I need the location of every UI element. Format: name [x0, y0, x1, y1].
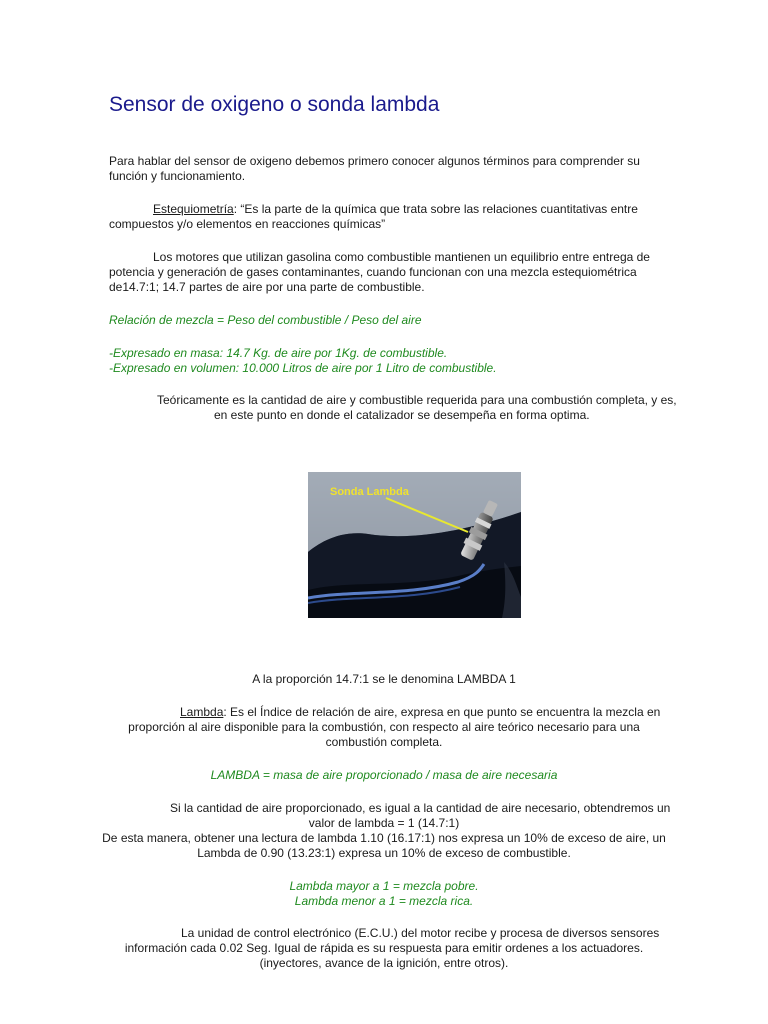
estequiometria-term: Estequiometría	[153, 202, 234, 216]
intro-line-1: Para hablar del sensor de oxigeno debemos primero conocer algunos términos para comprender su	[109, 154, 640, 168]
estequiometria-line-1	[153, 202, 638, 217]
teorica-line-1: Teóricamente es la cantidad de aire y combustible requerida para una combustión completa, y es,	[157, 393, 677, 407]
expresado-masa: -Expresado en masa: 14.7 Kg. de aire por 1Kg. de combustible.	[109, 346, 448, 360]
page-title: Sensor de oxigeno o sonda lambda	[109, 93, 440, 116]
sonda-lambda-illustration	[308, 472, 521, 618]
motores-line-1: Los motores que utilizan gasolina como combustible mantienen un equilibrio entre entrega de	[153, 250, 650, 264]
teorica-line-2: en este punto en donde el catalizador se desempeña en forma optima.	[214, 408, 590, 422]
relacion-mezcla-formula: Relación de mezcla = Peso del combustible / Peso del aire	[109, 313, 422, 327]
lambda-definition-text: : Es el Índice de relación de aire, expresa en que punto se encuentra la mezcla en	[223, 705, 661, 719]
si-cantidad-line-1: Si la cantidad de aire proporcionado, es igual a la cantidad de aire necesario, obtendremos un	[170, 801, 671, 815]
intro-line-2: función y funcionamiento.	[109, 169, 246, 183]
lambda-line-2: proporción al aire disponible para la combustión, con respecto al aire teórico necesario para una	[128, 720, 640, 734]
si-cantidad-line-3: De esta manera, obtener una lectura de lambda 1.10 (16.17:1) nos expresa un 10% de exceso de aire, un	[102, 831, 666, 845]
estequiometria-line-2: compuestos y/o elementos en reacciones químicas”	[109, 217, 386, 231]
lambda-term: Lambda	[180, 705, 224, 719]
proporcion-line: A la proporción 14.7:1 se le denomina LAMBDA 1	[252, 672, 516, 686]
motores-line-2: potencia y generación de gases contaminantes, cuando funcionan con una mezcla estequiométrica	[109, 265, 637, 279]
sonda-lambda-label: Sonda Lambda	[330, 486, 409, 498]
mezcla-rica: Lambda menor a 1 = mezcla rica.	[294, 894, 474, 908]
ecu-line-2: información cada 0.02 Seg. Igual de rápida es su respuesta para emitir ordenes a los actuadores.	[124, 941, 644, 955]
estequiometria-definition: : “Es la parte de la química que trata sobre las relaciones cuantitativas entre	[233, 202, 638, 216]
expresado-volumen: -Expresado en volumen: 10.000 Litros de aire por 1 Litro de combustible.	[109, 361, 497, 375]
lambda-line-3: combustión completa.	[325, 735, 443, 749]
lambda-formula: LAMBDA = masa de aire proporcionado / masa de aire necesaria	[210, 768, 558, 782]
sonda-lambda-photo	[308, 472, 521, 618]
si-cantidad-line-4: Lambda de 0.90 (13.23:1) expresa un 10% de exceso de combustible.	[197, 846, 571, 860]
ecu-line-1: La unidad de control electrónico (E.C.U.) del motor recibe y procesa de diversos sensores	[181, 926, 660, 940]
lambda-line-1	[180, 705, 660, 720]
si-cantidad-line-2: valor de lambda = 1 (14.7:1)	[308, 816, 460, 830]
motores-line-3: de14.7:1; 14.7 partes de aire por una parte de combustible.	[109, 280, 425, 294]
ecu-line-3: (inyectores, avance de la ignición, entre otros).	[259, 956, 509, 970]
mezcla-pobre: Lambda mayor a 1 = mezcla pobre.	[289, 879, 479, 893]
